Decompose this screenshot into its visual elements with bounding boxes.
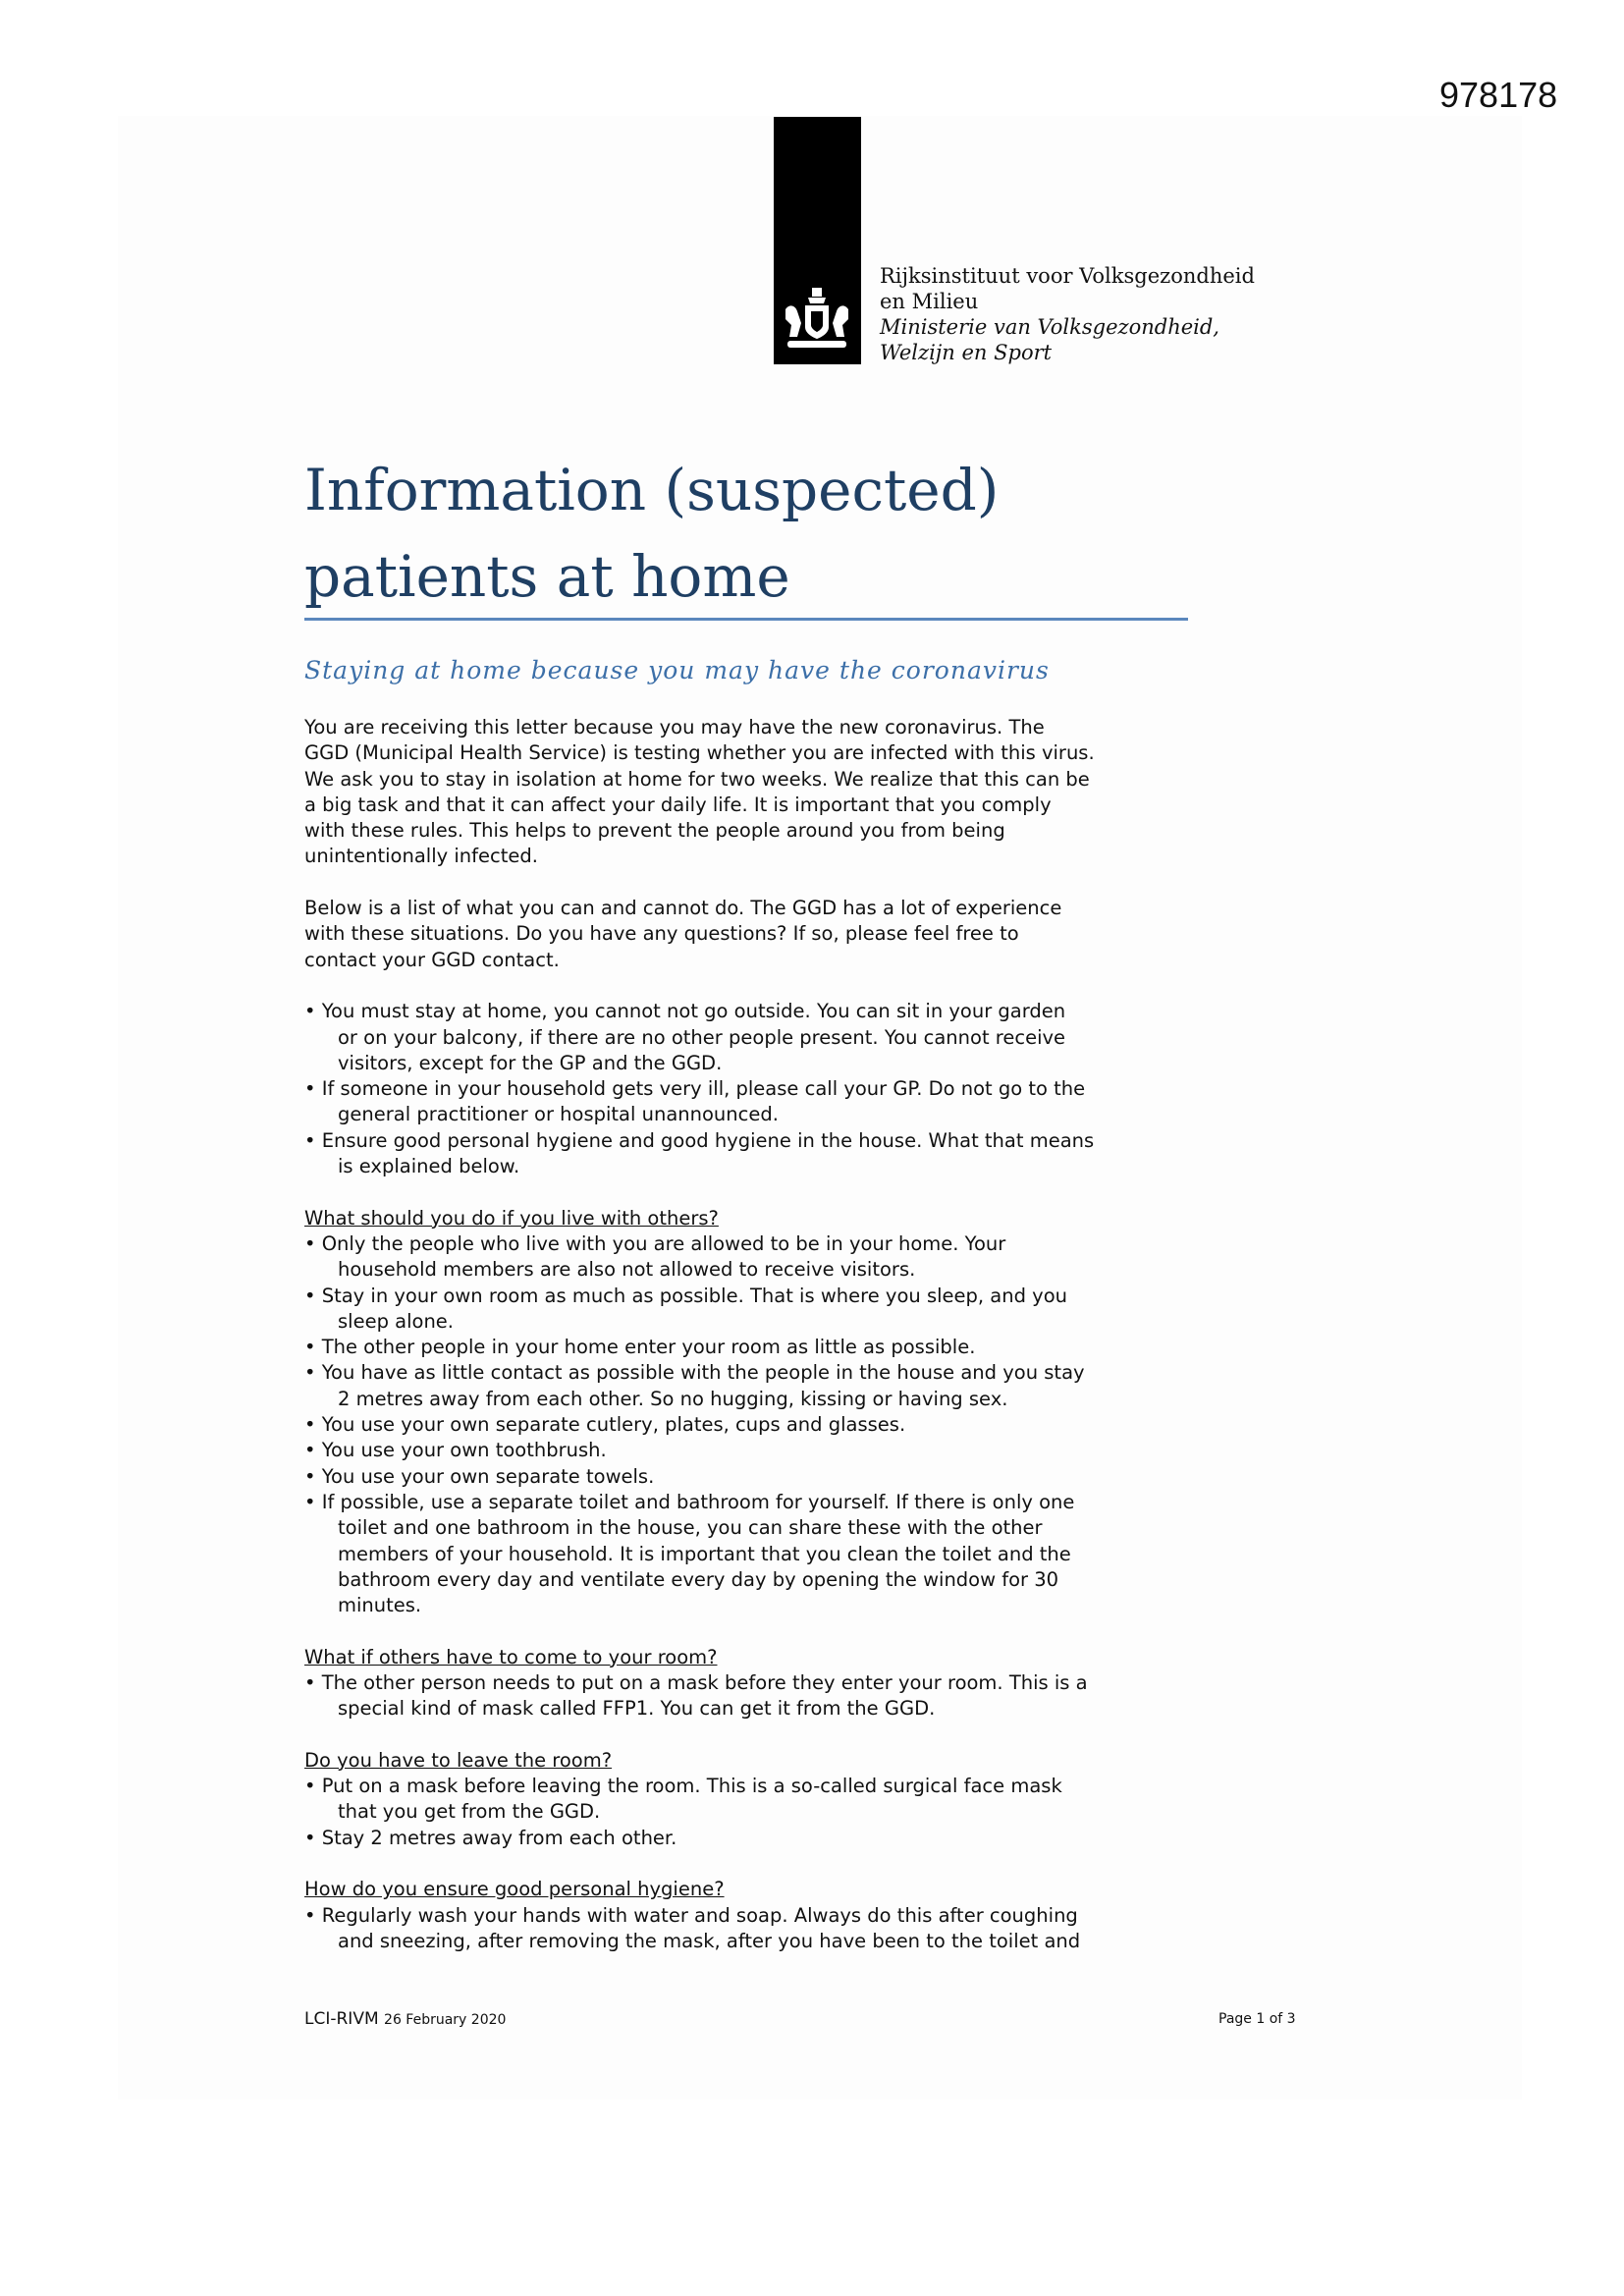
- page-number: Page 1 of 3: [1218, 2011, 1296, 2027]
- bullet-item: [304, 1826, 1208, 1851]
- text-line: with these situations. Do you have any questions? If so, please feel free to: [304, 922, 1019, 946]
- bullet-item: [304, 1438, 1208, 1463]
- bullet-item: [304, 1903, 1208, 1955]
- section-heading: How do you ensure good personal hygiene?: [304, 1878, 725, 1901]
- text-line: or on your balcony, if there are no other people present. You cannot receive: [338, 1025, 1066, 1049]
- text-line: general practitioner or hospital unannounced.: [338, 1103, 779, 1126]
- organization-name: [880, 263, 1255, 365]
- text-line: unintentionally infected.: [304, 845, 538, 868]
- text-line: • Regularly wash your hands with water and soap. Always do this after coughing: [304, 1903, 1078, 1927]
- text-line: • Put on a mask before leaving the room. This is a so-called surgical face mask: [304, 1775, 1062, 1798]
- section: [304, 1206, 1208, 1619]
- text-line: a big task and that it can affect your daily life. It is important that you comply: [304, 793, 1052, 816]
- bullet-item: [304, 1335, 1208, 1360]
- text-line: You are receiving this letter because you may have the new coronavirus. The: [304, 716, 1045, 738]
- bullet-item: [304, 1464, 1208, 1490]
- text-line: 2 metres away from each other. So no hugging, kissing or having sex.: [338, 1387, 1008, 1410]
- text-line: • You use your own separate towels.: [304, 1464, 655, 1488]
- text-line: with these rules. This helps to prevent the people around you from being: [304, 819, 1005, 843]
- footer-source: [304, 2009, 506, 2029]
- text-line: • Only the people who live with you are allowed to be in your home. Your: [304, 1231, 1006, 1255]
- text-line: • Ensure good personal hygiene and good hygiene in the house. What that means: [304, 1128, 1095, 1152]
- intro-paragraph: [304, 896, 1208, 973]
- title-divider: [304, 618, 1188, 621]
- page-title: [304, 447, 999, 620]
- org-line: Rijksinstituut voor Volksgezondheid: [880, 264, 1255, 288]
- bullet-item: [304, 999, 1208, 1076]
- ministry-line: Ministerie van Volksgezondheid,: [880, 315, 1219, 339]
- section: [304, 1748, 1208, 1851]
- text-line: • You use your own separate cutlery, plates, cups and glasses.: [304, 1413, 906, 1437]
- text-line: minutes.: [338, 1594, 422, 1617]
- title-line: Information (suspected): [304, 457, 1000, 523]
- text-line: • Stay 2 metres away from each other.: [304, 1826, 677, 1849]
- logo-ribbon: [774, 117, 861, 364]
- text-line: • You must stay at home, you cannot not go outside. You can sit in your garden: [304, 1000, 1066, 1023]
- section: [304, 1877, 1208, 1954]
- section: [304, 1645, 1208, 1722]
- royal-crest-icon: [782, 286, 852, 351]
- text-line: • If someone in your household gets very ill, please call your GP. Do not go to the: [304, 1077, 1086, 1101]
- text-line: and sneezing, after removing the mask, after you have been to the toilet and: [338, 1929, 1081, 1952]
- section-heading: What if others have to come to your room?: [304, 1645, 718, 1668]
- title-line: patients at home: [304, 543, 790, 610]
- document-number: 978178: [1439, 75, 1558, 115]
- document-body: [304, 715, 1208, 1981]
- text-line: special kind of mask called FFP1. You can get it from the GGD.: [338, 1697, 936, 1721]
- subtitle: Staying at home because you may have the coronavirus: [304, 656, 1050, 684]
- text-line: We ask you to stay in isolation at home for two weeks. We realize that this can be: [304, 767, 1090, 791]
- text-line: household members are also not allowed to receive visitors.: [338, 1258, 916, 1282]
- bullet-item: [304, 1128, 1208, 1180]
- footer-org: LCI-RIVM: [304, 2009, 379, 2029]
- intro-paragraph: [304, 715, 1208, 870]
- text-line: GGD (Municipal Health Service) is testing whether you are infected with this virus.: [304, 741, 1095, 765]
- text-line: members of your household. It is important that you clean the toilet and the: [338, 1542, 1071, 1565]
- text-line: Below is a list of what you can and cannot do. The GGD has a lot of experience: [304, 897, 1062, 920]
- org-line: en Milieu: [880, 290, 979, 313]
- bullet-item: [304, 1360, 1208, 1412]
- text-line: is explained below.: [338, 1155, 520, 1178]
- bullet-item: [304, 1231, 1208, 1284]
- text-line: toilet and one bathroom in the house, you can share these with the other: [338, 1516, 1043, 1540]
- section-heading: Do you have to leave the room?: [304, 1748, 613, 1772]
- bullet-item: [304, 1774, 1208, 1826]
- ministry-line: Welzijn en Sport: [880, 341, 1053, 364]
- bullet-item: [304, 1490, 1208, 1618]
- footer-date: 26 February 2020: [384, 2012, 507, 2028]
- text-line: • The other people in your home enter your room as little as possible.: [304, 1336, 976, 1359]
- text-line: • You use your own toothbrush.: [304, 1439, 607, 1462]
- text-line: sleep alone.: [338, 1309, 454, 1333]
- text-line: visitors, except for the GP and the GGD.: [338, 1051, 723, 1074]
- text-line: • You have as little contact as possible with the people in the house and you stay: [304, 1361, 1085, 1385]
- text-line: that you get from the GGD.: [338, 1800, 601, 1824]
- bullet-item: [304, 1076, 1208, 1128]
- section-heading: What should you do if you live with others?: [304, 1206, 719, 1230]
- text-line: • If possible, use a separate toilet and bathroom for yourself. If there is only one: [304, 1490, 1075, 1513]
- text-line: • Stay in your own room as much as possible. That is where you sleep, and you: [304, 1284, 1068, 1307]
- text-line: contact your GGD contact.: [304, 948, 560, 971]
- bullet-list: [304, 999, 1208, 1179]
- bullet-item: [304, 1284, 1208, 1336]
- bullet-item: [304, 1412, 1208, 1438]
- text-line: • The other person needs to put on a mask before they enter your room. This is a: [304, 1670, 1088, 1694]
- text-line: bathroom every day and ventilate every day by opening the window for 30: [338, 1567, 1059, 1591]
- bullet-item: [304, 1670, 1208, 1722]
